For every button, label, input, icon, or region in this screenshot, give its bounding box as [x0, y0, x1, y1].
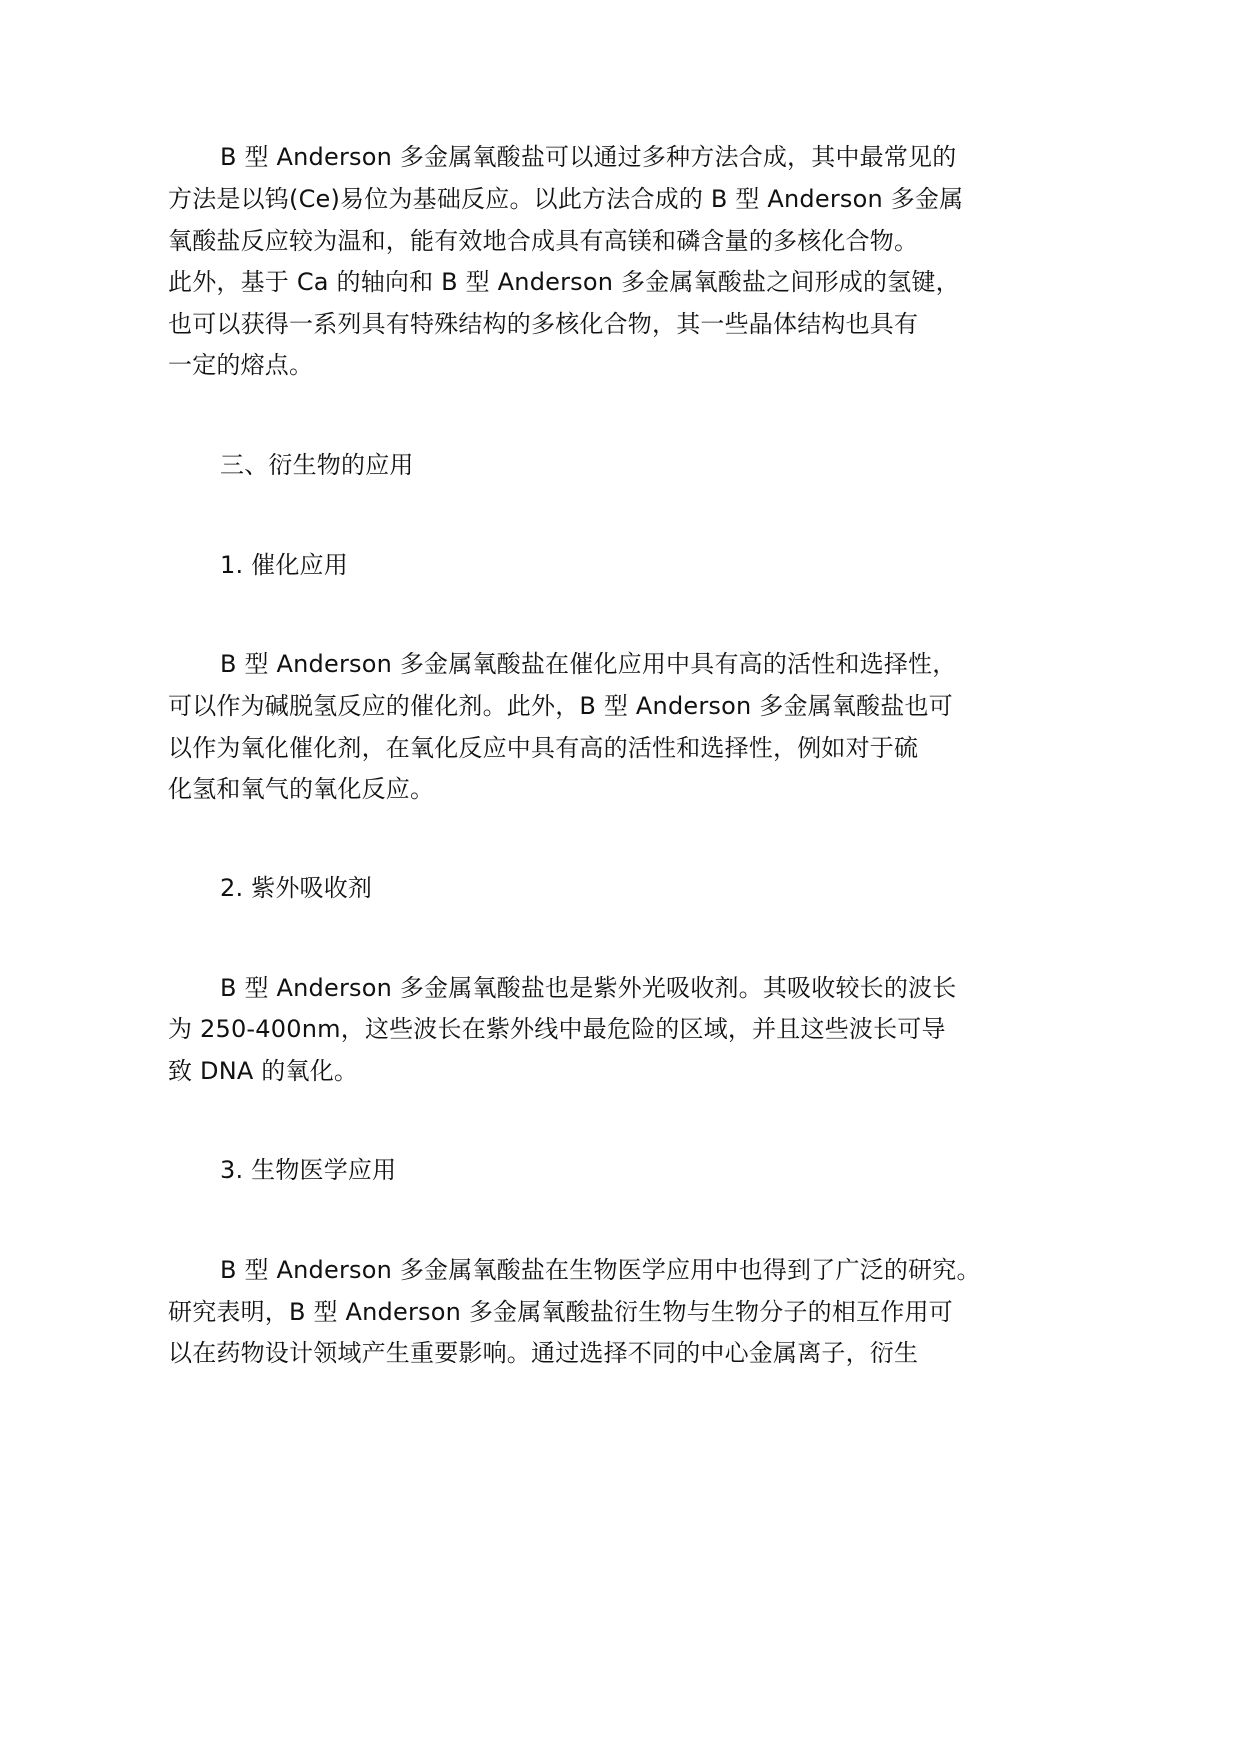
paragraph-line: 此外，基于 Ca 的轴向和 B 型 Anderson 多金属氧酸盐之间形成的氢键，: [168, 268, 960, 296]
paragraph-line: 致 DNA 的氧化。: [168, 1057, 359, 1085]
paragraph-line: B 型 Anderson 多金属氧酸盐可以通过多种方法合成，其中最常见的: [220, 143, 957, 171]
paragraph-line: B 型 Anderson 多金属氧酸盐在生物医学应用中也得到了广泛的研究。: [220, 1256, 981, 1284]
subsection-heading-catalysis: 1. 催化应用: [220, 551, 348, 579]
paragraph-line: 为 250-400nm，这些波长在紫外线中最危险的区域，并且这些波长可导: [168, 1015, 946, 1043]
subsection-heading-uv-absorber: 2. 紫外吸收剂: [220, 874, 373, 902]
paragraph-line: 一定的熔点。: [168, 351, 314, 379]
section-heading: 三、衍生物的应用: [220, 451, 414, 479]
paragraph-line: 也可以获得一系列具有特殊结构的多核化合物，其一些晶体结构也具有: [168, 310, 919, 338]
paragraph-line: 以在药物设计领域产生重要影响。通过选择不同的中心金属离子，衍生: [168, 1339, 919, 1367]
paragraph-line: B 型 Anderson 多金属氧酸盐也是紫外光吸收剂。其吸收较长的波长: [220, 974, 957, 1002]
paragraph-line: 研究表明，B 型 Anderson 多金属氧酸盐衍生物与生物分子的相互作用可: [168, 1298, 953, 1326]
paragraph-line: 以作为氧化催化剂，在氧化反应中具有高的活性和选择性，例如对于硫: [168, 734, 919, 762]
paragraph-line: 氧酸盐反应较为温和，能有效地合成具有高镁和磷含量的多核化合物。: [168, 227, 919, 255]
subsection-heading-biomedical: 3. 生物医学应用: [220, 1156, 397, 1184]
paragraph-line: B 型 Anderson 多金属氧酸盐在催化应用中具有高的活性和选择性，: [220, 650, 957, 678]
paragraph-line: 化氢和氧气的氧化反应。: [168, 775, 435, 803]
paragraph-line: 可以作为碱脱氢反应的催化剂。此外，B 型 Anderson 多金属氧酸盐也可: [168, 692, 953, 720]
paragraph-line: 方法是以钨(Ce)易位为基础反应。以此方法合成的 B 型 Anderson 多金属: [168, 185, 964, 213]
